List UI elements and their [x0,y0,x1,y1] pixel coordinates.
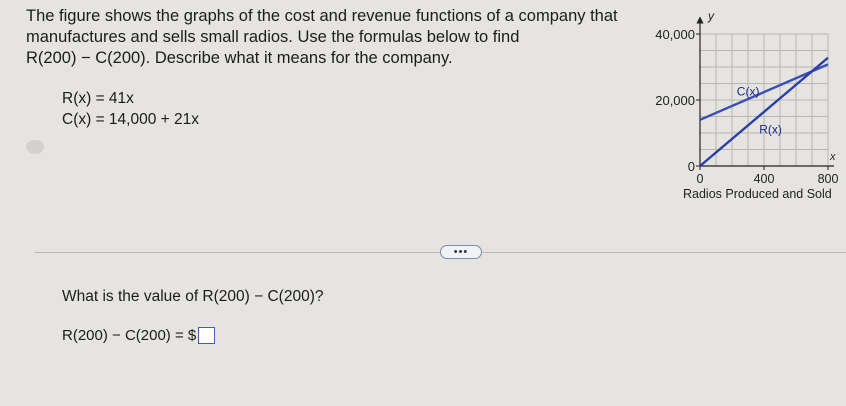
cost-formula: C(x) = 14,000 + 21x [62,111,199,128]
y-tick-label: 40,000 [655,27,695,42]
graph-caption: Radios Produced and Sold [683,187,832,201]
x-tick-label: 0 [696,172,704,186]
graph-labels [655,9,838,201]
divider-right [482,252,846,253]
cost-series-label: C(x) [736,84,760,99]
y-axis-label: y [708,9,714,23]
divider-left [34,252,440,253]
problem-line-3: R(200) − C(200). Describe what it means for the company. [26,49,453,67]
question-text: What is the value of R(200) − C(200)? [62,288,324,305]
y-tick-label: 20,000 [655,93,695,108]
y-tick-label: 0 [687,159,695,174]
expand-more-button[interactable]: ••• [440,245,482,259]
problem-line-1: The figure shows the graphs of the cost and revenue functions of a company that [26,7,618,25]
revenue-series-label: R(x) [759,122,782,137]
graph-axes [700,20,834,166]
answer-row [62,327,215,344]
x-axis-label: x [830,151,836,163]
graph-grid [700,34,828,166]
answer-input[interactable] [198,327,215,344]
x-tick-label: 400 [753,172,775,186]
answer-prefix: R(200) − C(200) = $ [62,327,197,344]
x-tick-label: 800 [817,172,839,186]
problem-line-2: manufactures and sells small radios. Use the formulas below to find [26,28,520,46]
revenue-formula: R(x) = 41x [62,90,134,107]
